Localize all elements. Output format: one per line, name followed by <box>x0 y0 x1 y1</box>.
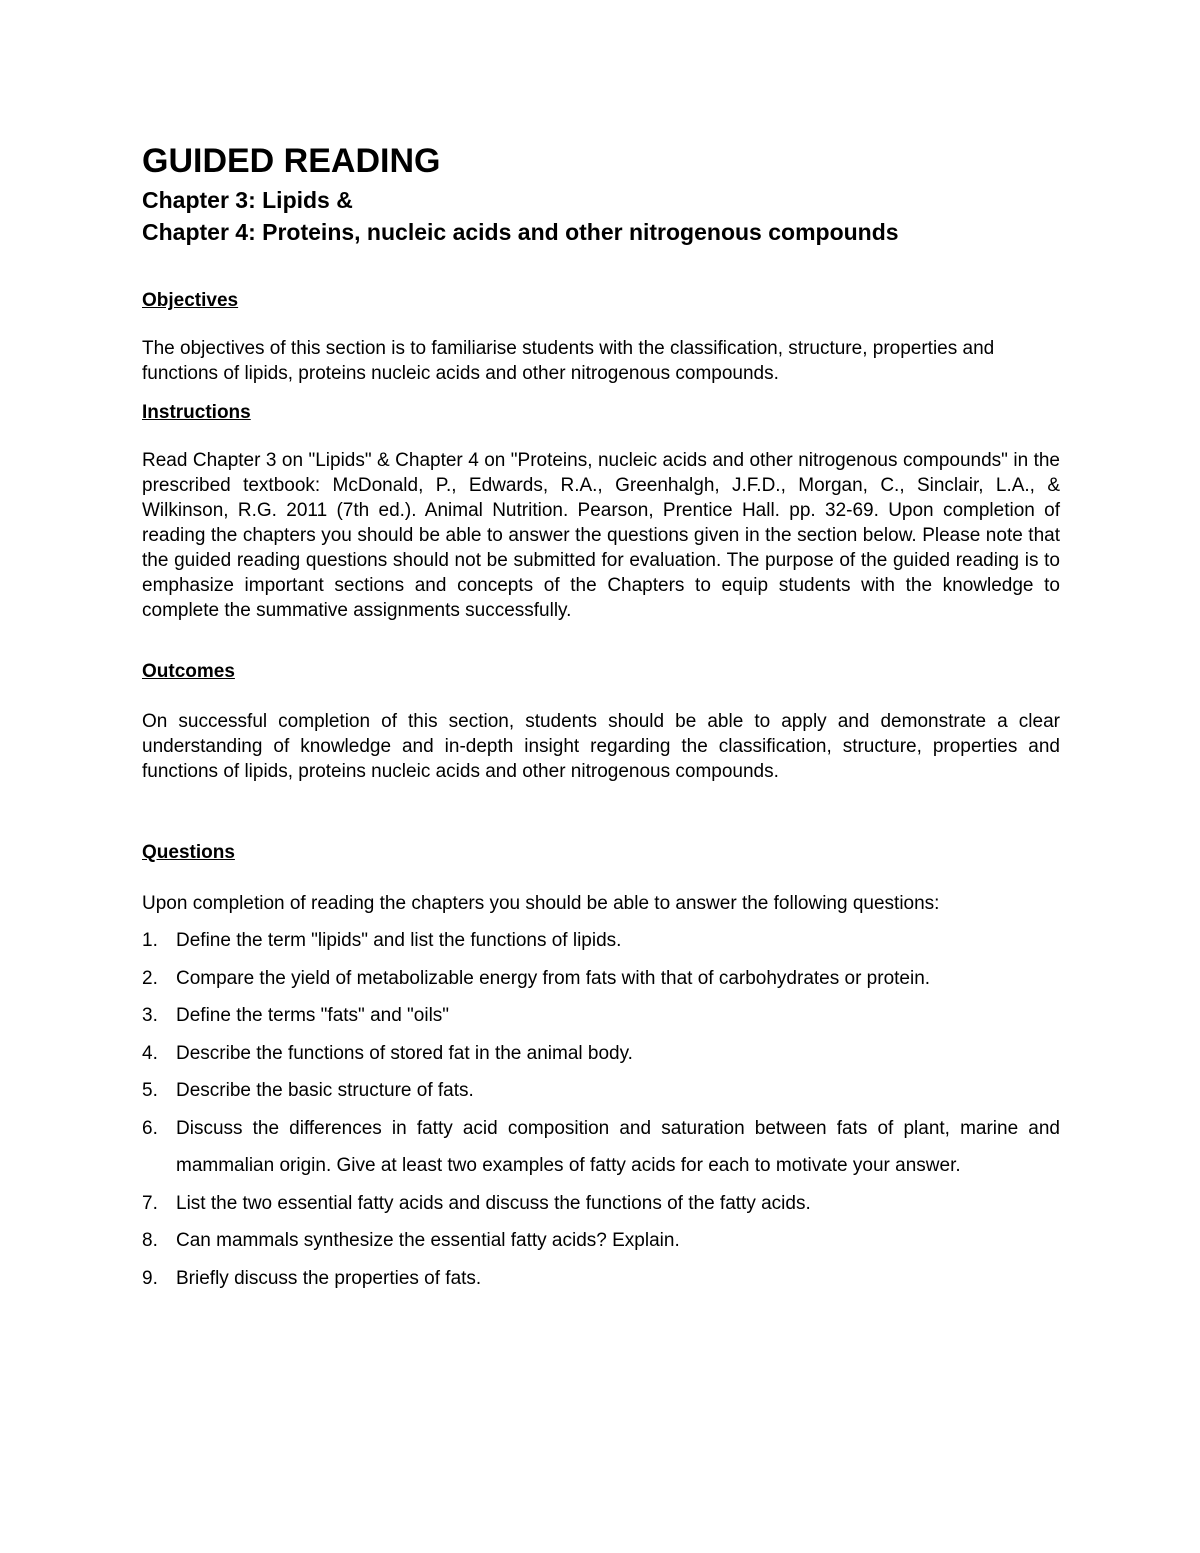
question-text: Define the term "lipids" and list the functions of lipids. <box>176 930 622 951</box>
question-item <box>142 1110 1060 1185</box>
instructions-heading: Instructions <box>142 402 251 423</box>
question-item <box>142 1035 1060 1073</box>
questions-heading: Questions <box>142 842 235 863</box>
question-text: Compare the yield of metabolizable energy from fats with that of carbohydrates or protein. <box>176 967 931 989</box>
chapter-3-heading: Chapter 3: Lipids & <box>142 187 353 213</box>
question-item <box>142 1185 1060 1223</box>
question-text: List the two essential fatty acids and discuss the functions of the fatty acids. <box>176 1192 811 1214</box>
question-number: 9. <box>142 1267 158 1289</box>
question-number: 7. <box>142 1192 158 1214</box>
question-number: 8. <box>142 1230 158 1251</box>
question-number: 6. <box>142 1117 158 1139</box>
outcomes-heading: Outcomes <box>142 661 235 682</box>
questions-list <box>142 922 1060 1297</box>
objectives-heading: Objectives <box>142 290 239 311</box>
question-text: Describe the basic structure of fats. <box>176 1080 474 1101</box>
question-number: 3. <box>142 1005 158 1026</box>
instructions-text: Read Chapter 3 on "Lipids" & Chapter 4 on "Proteins, nucleic acids and other nitrogenous compounds" in the prescribed textbook: McDonald, P., Edwards, R.A., Greenhalgh, J.F.D., Morgan, C., Sinclair, L.A., & Wilkinson, R.G. 2011 (7th ed.). Animal Nutrition. Pearson, Prentice Hall. pp. 32-69. Upon completion of reading the chapters you should be able to answer the questions given in the section below. Please note that the guided reading questions should not be submitted for evaluation. The purpose of the guided reading is to emphasize important sections and concepts of the Chapters to equip students with the knowledge to complete the summative assignments successfully. <box>142 450 1060 621</box>
question-item <box>142 1222 1060 1260</box>
question-text: Briefly discuss the properties of fats. <box>176 1267 482 1289</box>
question-number: 1. <box>142 930 158 951</box>
outcomes-text: On successful completion of this section, students should be able to apply and demonstrate a clear understanding of knowledge and in-depth insight regarding the classification, structure, properties and functions of lipids, proteins nucleic acids and other nitrogenous compounds. <box>142 711 1060 782</box>
question-text: Can mammals synthesize the essential fatty acids? Explain. <box>176 1230 680 1251</box>
question-item <box>142 960 1060 998</box>
objectives-text: The objectives of this section is to familiarise students with the classification, structure, properties and functions of lipids, proteins nucleic acids and other nitrogenous compounds. <box>142 338 995 384</box>
question-text: Discuss the differences in fatty acid composition and saturation between fats of plant, marine and mammalian origin. Give at least two examples of fatty acids for each to motivate your answer. <box>176 1117 1060 1176</box>
questions-intro: Upon completion of reading the chapters you should be able to answer the following questions: <box>142 893 940 914</box>
document-page <box>142 140 1060 1297</box>
question-text: Describe the functions of stored fat in the animal body. <box>176 1042 633 1064</box>
chapter-4-heading: Chapter 4: Proteins, nucleic acids and other nitrogenous compounds <box>142 219 899 245</box>
question-item <box>142 1260 1060 1298</box>
question-item <box>142 922 1060 960</box>
question-number: 4. <box>142 1042 158 1064</box>
question-text: Define the terms "fats" and "oils" <box>176 1005 450 1026</box>
question-number: 2. <box>142 967 158 989</box>
question-item <box>142 1072 1060 1110</box>
document-title: GUIDED READING <box>142 142 441 180</box>
question-number: 5. <box>142 1080 158 1101</box>
question-item <box>142 997 1060 1035</box>
